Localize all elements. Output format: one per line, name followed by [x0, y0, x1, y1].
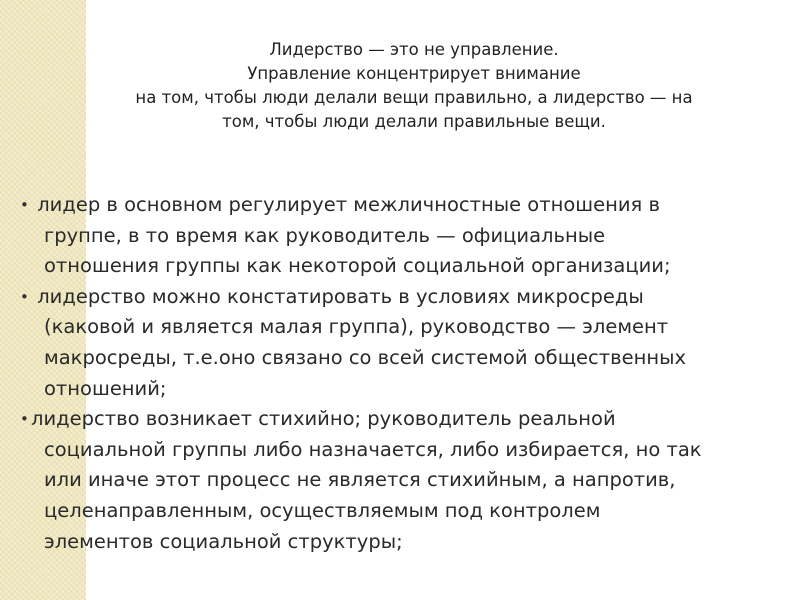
quote-block	[88, 38, 740, 134]
bullet-icon: •	[20, 196, 29, 214]
bullet-icon: •	[20, 287, 29, 306]
list-item-text: или иначе этот процесс не является стихийным, а напротив,	[44, 468, 676, 492]
list-item-text: лидер в основном регулирует межличностные отношения в	[31, 193, 660, 216]
list-item-text: отношения группы как некоторой социальной организации;	[44, 254, 671, 278]
list-item-text: (каковой и является малая группа), руководство — элемент	[44, 315, 669, 339]
list-item	[20, 404, 780, 557]
list-item-text: целенаправленным, осуществляемым под контролем	[44, 498, 601, 522]
list-item-text: элементов социальной структуры;	[44, 529, 403, 553]
distinctions-list	[20, 190, 780, 557]
list-item-text: макросреды, т.е.оно связано со всей системой общественных	[44, 345, 687, 369]
list-item-text: социальной группы либо назначается, либо избирается, но так	[44, 437, 702, 461]
list-item-text: лидерство можно констатировать в условиях микросреды	[31, 284, 644, 308]
list-item-text: лидерство возникает стихийно; руководитель реальной	[31, 407, 616, 431]
bullet-icon: •	[20, 410, 29, 429]
list-item	[20, 282, 780, 404]
quote-line: на том, чтобы люди делали вещи правильно, а лидерство — на	[135, 88, 693, 107]
list-item-text: группе, в то время как руководитель — официальные	[44, 223, 606, 247]
quote-line: Лидерство — это не управление.	[269, 40, 559, 59]
list-item-text: отношений;	[44, 376, 167, 400]
quote-line: том, чтобы люди делали правильные вещи.	[222, 112, 606, 131]
list-item	[20, 190, 780, 282]
quote-line: Управление концентрирует внимание	[247, 64, 581, 83]
